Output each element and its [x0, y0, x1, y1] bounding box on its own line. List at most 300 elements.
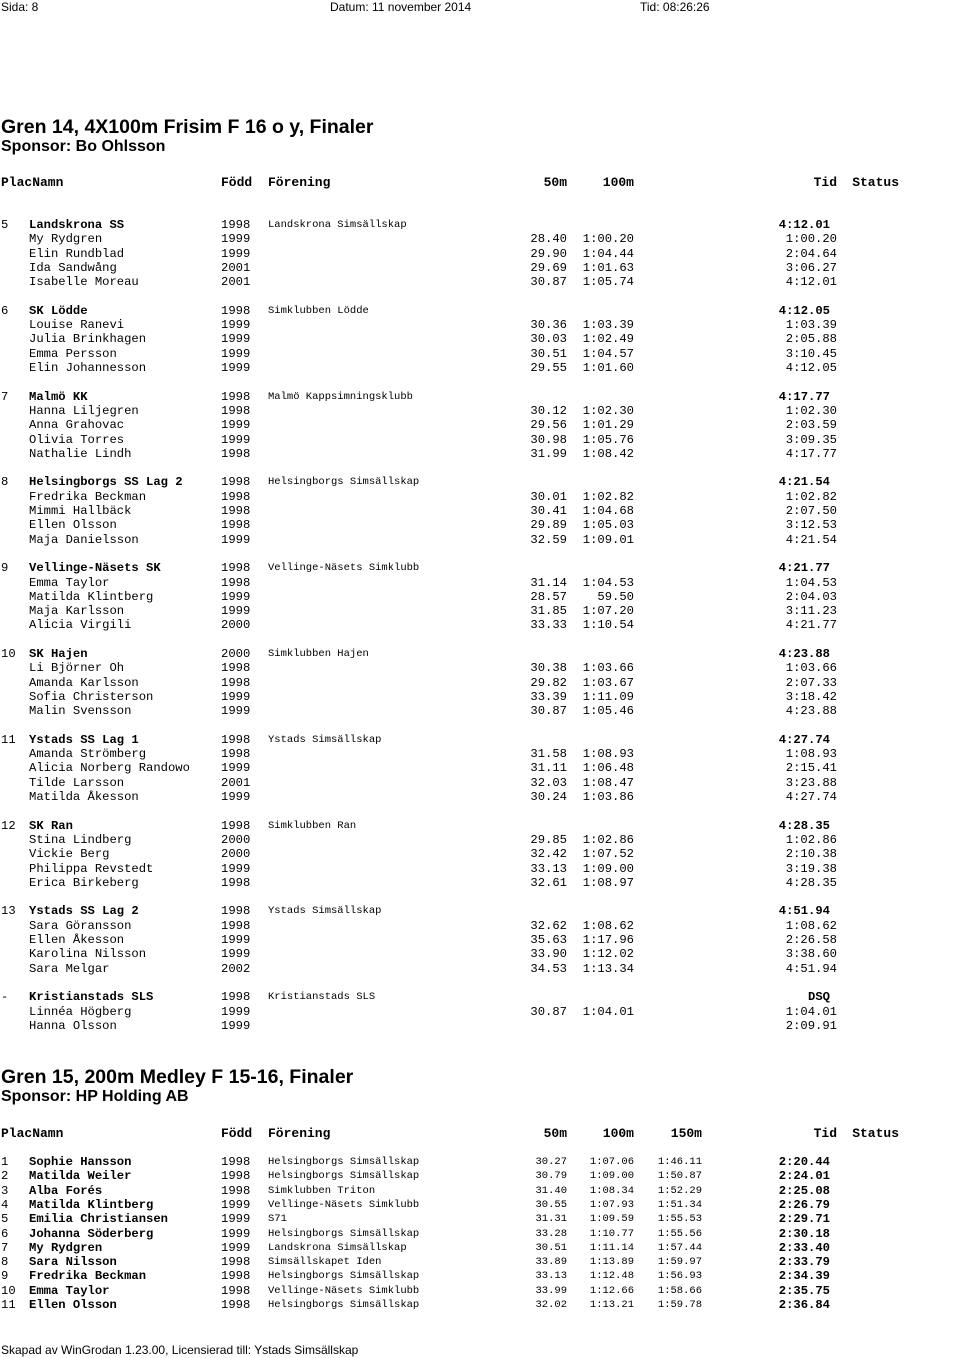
split-100m: 1:03.86	[582, 790, 634, 804]
swimmer-name: Johanna Söderberg	[29, 1226, 154, 1241]
swimmer-name: Elin Johannesson	[29, 361, 147, 375]
split-50m: 30.87	[530, 275, 567, 290]
swimmer-name: Linnéa Högberg	[29, 1004, 132, 1019]
swimmer-name: Sofia Christerson	[29, 689, 154, 704]
cumulative-time: 1:03.39	[785, 318, 837, 333]
split-150m: 1:57.44	[657, 1241, 702, 1254]
swimmer-name: Matilda Klintberg	[29, 1197, 154, 1212]
split-100m: 1:08.62	[582, 918, 634, 933]
print-date: Datum: 11 november 2014	[330, 0, 472, 14]
cumulative-time: 2:09.91	[785, 1018, 837, 1033]
swimmer-year: 1998	[221, 446, 251, 461]
split-100m: 1:05.46	[582, 704, 634, 719]
split-150m: 1:55.56	[657, 1227, 702, 1240]
col-fodd: Född	[221, 1126, 253, 1141]
split-50m: 33.13	[530, 861, 567, 876]
swimmer-row	[0, 876, 960, 890]
team-total-time: 4:28.35	[778, 818, 830, 833]
split-50m: 30.38	[530, 661, 567, 676]
split-50m: 34.53	[530, 961, 567, 976]
split-150m: 1:52.29	[657, 1184, 702, 1197]
split-50m: 31.14	[530, 575, 567, 590]
team-year: 1998	[221, 475, 251, 490]
team-club: Kristianstads SLS	[268, 991, 376, 1004]
team-row	[0, 904, 960, 918]
swimmer-year: 2000	[221, 618, 251, 633]
split-150m: 1:50.87	[657, 1170, 702, 1183]
split-50m: 28.57	[530, 589, 567, 604]
split-100m: 1:13.21	[589, 1299, 634, 1311]
team-total-time: 4:12.05	[778, 303, 830, 318]
split-100m: 1:05.03	[582, 518, 634, 533]
cumulative-time: 4:21.77	[785, 618, 837, 633]
cumulative-time: 1:08.93	[785, 747, 837, 762]
team-name: Ystads SS Lag 1	[29, 732, 139, 747]
swimmer-name: Olivia Torres	[29, 432, 125, 447]
split-100m: 1:08.47	[582, 775, 634, 790]
team-name: Ystads SS Lag 2	[29, 904, 139, 919]
swimmer-row	[0, 847, 960, 861]
split-50m: 35.63	[530, 933, 567, 947]
cumulative-time: 3:12.53	[785, 518, 837, 533]
team-name: Vellinge-Näsets SK	[29, 561, 161, 576]
swimmer-year: 1998	[221, 1298, 251, 1312]
swimmer-name: Maja Danielsson	[29, 532, 139, 547]
split-100m: 59.50	[597, 589, 634, 604]
cumulative-time: 4:51.94	[785, 961, 837, 976]
split-100m: 1:00.20	[582, 232, 634, 247]
team-club: Simklubben Ran	[268, 819, 357, 832]
swimmer-row	[0, 433, 960, 447]
split-100m: 1:02.30	[582, 403, 634, 418]
col-50m: 50m	[543, 1126, 567, 1141]
swimmer-row	[0, 704, 960, 718]
team-year: 1998	[221, 218, 251, 232]
swimmer-name: Li Björner Oh	[29, 661, 125, 676]
cumulative-time: 3:19.38	[785, 861, 837, 876]
split-50m: 29.90	[530, 246, 567, 261]
swimmer-year: 1998	[221, 1169, 251, 1184]
cumulative-time: 1:02.30	[785, 403, 837, 418]
swimmer-year: 1999	[221, 947, 251, 962]
swimmer-name: Elin Rundblad	[29, 246, 125, 261]
result-row	[0, 1284, 960, 1298]
column-header-row	[0, 1126, 960, 1142]
team-total-time: 4:21.77	[778, 561, 830, 576]
split-100m: 1:04.01	[582, 1004, 634, 1019]
split-50m: 33.99	[535, 1284, 567, 1297]
cumulative-time: 2:03.59	[785, 418, 837, 433]
result-place: 4	[1, 1197, 9, 1212]
cumulative-time: 3:18.42	[785, 689, 837, 704]
split-100m: 1:05.74	[582, 275, 634, 290]
swimmer-name: Alicia Virgili	[29, 618, 132, 633]
team-year: 2000	[221, 647, 251, 661]
swimmer-row	[0, 604, 960, 618]
swimmer-row	[0, 962, 960, 976]
split-50m: 29.89	[530, 518, 567, 533]
split-50m: 32.02	[535, 1299, 567, 1311]
swimmer-year: 1999	[221, 418, 251, 433]
split-100m: 1:03.39	[582, 318, 634, 333]
split-100m: 1:01.29	[582, 418, 634, 433]
split-100m: 1:11.14	[589, 1241, 634, 1254]
result-place: 3	[1, 1183, 9, 1198]
swimmer-row	[0, 690, 960, 704]
split-100m: 1:07.20	[582, 604, 634, 619]
final-time: 2:34.39	[778, 1269, 830, 1284]
split-150m: 1:46.11	[657, 1156, 702, 1168]
team-year: 1998	[221, 389, 251, 404]
cumulative-time: 4:21.54	[785, 532, 837, 547]
result-place: 5	[1, 1212, 9, 1227]
split-50m: 32.59	[530, 532, 567, 547]
swimmer-row	[0, 504, 960, 518]
swimmer-row	[0, 261, 960, 275]
result-row	[0, 1269, 960, 1283]
page-number: Sida: 8	[1, 0, 39, 14]
result-row	[0, 1212, 960, 1226]
swimmer-year: 1999	[221, 589, 251, 604]
split-150m: 1:59.97	[657, 1256, 702, 1269]
cumulative-time: 2:05.88	[785, 332, 837, 347]
split-100m: 1:07.52	[582, 847, 634, 862]
split-50m: 33.39	[530, 689, 567, 704]
team-year: 1998	[221, 561, 251, 576]
team-name: SK Hajen	[29, 647, 88, 661]
final-time: 2:33.79	[778, 1255, 830, 1270]
swimmer-club: Helsingborgs Simsällskap	[268, 1270, 420, 1283]
split-50m: 31.99	[530, 446, 567, 461]
split-50m: 31.85	[530, 604, 567, 619]
split-100m: 1:01.63	[582, 260, 634, 275]
swimmer-year: 1999	[221, 761, 251, 776]
swimmer-year: 1998	[221, 1255, 251, 1270]
result-place: 8	[1, 1255, 9, 1270]
swimmer-year: 1999	[221, 933, 251, 947]
result-row	[0, 1155, 960, 1169]
team-club: Helsingborgs Simsällskap	[268, 476, 420, 489]
split-50m: 31.11	[530, 761, 567, 776]
swimmer-year: 1998	[221, 875, 251, 890]
team-club: Simklubben Hajen	[268, 648, 369, 660]
cumulative-time: 3:09.35	[785, 432, 837, 447]
split-50m: 29.82	[530, 675, 567, 690]
swimmer-name: Tilde Larsson	[29, 775, 125, 790]
team-total-time: DSQ	[808, 990, 830, 1005]
split-50m: 32.62	[530, 918, 567, 933]
swimmer-club: Vellinge-Näsets Simklubb	[268, 1284, 420, 1297]
swimmer-year: 2000	[221, 832, 251, 847]
swimmer-year: 1998	[221, 489, 251, 504]
team-total-time: 4:51.94	[778, 904, 830, 919]
swimmer-year: 1999	[221, 1226, 251, 1241]
split-100m: 1:05.76	[582, 432, 634, 447]
cumulative-time: 2:15.41	[785, 761, 837, 776]
split-100m: 1:13.89	[589, 1256, 634, 1269]
swimmer-row	[0, 275, 960, 289]
split-50m: 30.27	[535, 1156, 567, 1168]
col-status: Status	[852, 1126, 899, 1141]
swimmer-year: 1999	[221, 604, 251, 619]
split-100m: 1:12.02	[582, 947, 634, 962]
swimmer-row	[0, 447, 960, 461]
result-place: 7	[1, 1240, 9, 1255]
split-50m: 30.55	[535, 1198, 567, 1211]
swimmer-name: Stina Lindberg	[29, 832, 132, 847]
swimmer-row	[0, 347, 960, 361]
swimmer-year: 2002	[221, 961, 251, 976]
team-club: Ystads Simsällskap	[268, 733, 382, 746]
split-100m: 1:09.59	[589, 1213, 634, 1226]
final-time: 2:24.01	[778, 1169, 830, 1184]
swimmer-row	[0, 862, 960, 876]
cumulative-time: 1:02.86	[785, 832, 837, 847]
team-club: Vellinge-Näsets Simklubb	[268, 562, 420, 575]
split-100m: 1:10.54	[582, 618, 634, 633]
team-place: 13	[1, 904, 16, 919]
split-50m: 30.36	[530, 318, 567, 333]
split-50m: 32.42	[530, 847, 567, 862]
col-150m: 150m	[670, 1126, 702, 1141]
team-name: Kristianstads SLS	[29, 990, 154, 1005]
swimmer-row	[0, 676, 960, 690]
swimmer-year: 1999	[221, 1212, 251, 1227]
split-50m: 30.51	[530, 346, 567, 361]
swimmer-name: Ellen Olsson	[29, 518, 117, 533]
swimmer-row	[0, 776, 960, 790]
split-150m: 1:56.93	[657, 1270, 702, 1283]
swimmer-year: 1998	[221, 1155, 251, 1169]
swimmer-name: Matilda Klintberg	[29, 589, 154, 604]
split-100m: 1:09.00	[582, 861, 634, 876]
event-sponsor: Sponsor: Bo Ohlsson	[1, 138, 166, 155]
team-place: 5	[1, 218, 9, 232]
swimmer-year: 1999	[221, 790, 251, 804]
swimmer-row	[0, 490, 960, 504]
swimmer-club: S71	[268, 1213, 287, 1226]
swimmer-name: Fredrika Beckman	[29, 489, 147, 504]
team-place: 8	[1, 475, 9, 490]
swimmer-club: Landskrona Simsällskap	[268, 1241, 407, 1254]
swimmer-row	[0, 332, 960, 346]
split-50m: 29.85	[530, 832, 567, 847]
split-100m: 1:08.97	[582, 875, 634, 890]
split-100m: 1:04.57	[582, 346, 634, 361]
print-time: Tid: 08:26:26	[640, 0, 710, 14]
team-total-time: 4:27.74	[778, 732, 830, 747]
split-100m: 1:02.49	[582, 332, 634, 347]
team-club: Landskrona Simsällskap	[268, 219, 407, 231]
cumulative-time: 3:23.88	[785, 775, 837, 790]
split-50m: 30.79	[535, 1170, 567, 1183]
split-50m: 31.31	[535, 1213, 567, 1226]
team-year: 1998	[221, 990, 251, 1005]
split-100m: 1:10.77	[589, 1227, 634, 1240]
swimmer-row	[0, 361, 960, 375]
cumulative-time: 1:03.66	[785, 661, 837, 676]
col-100m: 100m	[602, 1126, 634, 1141]
swimmer-name: Emma Taylor	[29, 1283, 110, 1298]
team-name: Malmö KK	[29, 389, 88, 404]
final-time: 2:35.75	[778, 1283, 830, 1298]
split-100m: 1:08.42	[582, 446, 634, 461]
team-place: 6	[1, 303, 9, 318]
swimmer-name: Malin Svensson	[29, 704, 132, 719]
swimmer-year: 1999	[221, 432, 251, 447]
swimmer-row	[0, 533, 960, 547]
swimmer-name: Vickie Berg	[29, 847, 110, 862]
swimmer-year: 1999	[221, 861, 251, 876]
swimmer-year: 1998	[221, 518, 251, 533]
swimmer-year: 1998	[221, 575, 251, 590]
cumulative-time: 1:08.62	[785, 918, 837, 933]
swimmer-row	[0, 919, 960, 933]
result-row	[0, 1169, 960, 1183]
swimmer-year: 2001	[221, 260, 251, 275]
team-total-time: 4:23.88	[778, 647, 830, 661]
split-50m: 30.01	[530, 489, 567, 504]
team-year: 1998	[221, 904, 251, 919]
team-total-time: 4:12.01	[778, 218, 830, 232]
final-time: 2:29.71	[778, 1212, 830, 1227]
event-title: Gren 15, 200m Medley F 15-16, Finaler	[1, 1066, 354, 1088]
team-row	[0, 990, 960, 1004]
swimmer-name: Hanna Liljegren	[29, 403, 139, 418]
split-100m: 1:12.66	[589, 1284, 634, 1297]
swimmer-club: Simklubben Triton	[268, 1184, 376, 1197]
swimmer-name: Alicia Norberg Randowo	[29, 761, 190, 776]
split-100m: 1:06.48	[582, 761, 634, 776]
swimmer-name: My Rydgren	[29, 232, 103, 247]
col-100m: 100m	[602, 175, 634, 190]
team-name: Helsingborgs SS Lag 2	[29, 475, 183, 490]
team-row	[0, 475, 960, 489]
team-club: Ystads Simsällskap	[268, 905, 382, 918]
swimmer-name: Sara Nilsson	[29, 1255, 117, 1270]
swimmer-name: Maja Karlsson	[29, 604, 125, 619]
split-100m: 1:08.34	[589, 1184, 634, 1197]
swimmer-name: Julia Brinkhagen	[29, 332, 147, 347]
team-place: -	[1, 990, 9, 1005]
swimmer-row	[0, 232, 960, 246]
swimmer-year: 1999	[221, 346, 251, 361]
swimmer-row	[0, 590, 960, 604]
swimmer-name: Amanda Strömberg	[29, 747, 147, 762]
result-row	[0, 1227, 960, 1241]
final-time: 2:36.84	[778, 1298, 830, 1312]
cumulative-time: 4:17.77	[785, 446, 837, 461]
swimmer-row	[0, 247, 960, 261]
cumulative-time: 3:11.23	[785, 604, 837, 619]
col-fodd: Född	[221, 175, 253, 190]
split-50m: 30.03	[530, 332, 567, 347]
swimmer-name: Sara Melgar	[29, 961, 110, 976]
column-header-row	[0, 175, 960, 191]
team-place: 9	[1, 561, 9, 576]
swimmer-year: 2000	[221, 847, 251, 862]
team-row	[0, 733, 960, 747]
team-row	[0, 218, 960, 232]
result-place: 2	[1, 1169, 9, 1184]
swimmer-year: 1998	[221, 403, 251, 418]
swimmer-name: Matilda Weiler	[29, 1169, 132, 1184]
swimmer-year: 1998	[221, 675, 251, 690]
split-150m: 1:59.78	[657, 1299, 702, 1311]
team-row	[0, 390, 960, 404]
split-50m: 33.89	[535, 1256, 567, 1269]
swimmer-name: Isabelle Moreau	[29, 275, 139, 290]
cumulative-time: 1:00.20	[785, 232, 837, 247]
swimmer-row	[0, 618, 960, 632]
swimmer-year: 1999	[221, 532, 251, 547]
swimmer-year: 1999	[221, 689, 251, 704]
cumulative-time: 1:02.82	[785, 489, 837, 504]
split-50m: 30.87	[530, 704, 567, 719]
swimmer-name: Sophie Hansson	[29, 1155, 132, 1169]
swimmer-row	[0, 404, 960, 418]
swimmer-name: Matilda Åkesson	[29, 790, 139, 804]
col-tid: Tid	[813, 175, 837, 190]
event-sponsor: Sponsor: HP Holding AB	[1, 1088, 189, 1105]
swimmer-year: 1999	[221, 361, 251, 375]
swimmer-name: Emma Taylor	[29, 575, 110, 590]
swimmer-name: Emilia Christiansen	[29, 1212, 168, 1227]
split-50m: 32.61	[530, 875, 567, 890]
split-50m: 29.55	[530, 361, 567, 375]
swimmer-row	[0, 790, 960, 804]
split-50m: 31.40	[535, 1184, 567, 1197]
team-row	[0, 561, 960, 575]
split-50m: 32.03	[530, 775, 567, 790]
swimmer-name: Hanna Olsson	[29, 1018, 117, 1033]
split-50m: 29.69	[530, 260, 567, 275]
cumulative-time: 1:04.01	[785, 1004, 837, 1019]
col-placnamn: PlacNamn	[1, 1126, 64, 1141]
swimmer-year: 1999	[221, 246, 251, 261]
split-100m: 1:03.66	[582, 661, 634, 676]
swimmer-name: Alba Forés	[29, 1183, 103, 1198]
split-50m: 33.90	[530, 947, 567, 962]
team-place: 10	[1, 647, 16, 661]
team-year: 1998	[221, 818, 251, 833]
swimmer-row	[0, 947, 960, 961]
split-50m: 33.13	[535, 1270, 567, 1283]
split-50m: 30.51	[535, 1241, 567, 1254]
col-50m: 50m	[543, 175, 567, 190]
swimmer-year: 2001	[221, 775, 251, 790]
swimmer-name: My Rydgren	[29, 1240, 103, 1255]
swimmer-name: Nathalie Lindh	[29, 446, 132, 461]
col-forening: Förening	[268, 1126, 331, 1141]
split-50m: 28.40	[530, 232, 567, 247]
cumulative-time: 1:04.53	[785, 575, 837, 590]
result-row	[0, 1255, 960, 1269]
team-total-time: 4:21.54	[778, 475, 830, 490]
split-100m: 1:07.06	[589, 1156, 634, 1168]
result-row	[0, 1241, 960, 1255]
split-100m: 1:09.01	[582, 532, 634, 547]
swimmer-row	[0, 933, 960, 947]
split-100m: 1:13.34	[582, 961, 634, 976]
split-100m: 1:04.68	[582, 504, 634, 518]
team-club: Simklubben Lödde	[268, 304, 369, 317]
swimmer-name: Ellen Olsson	[29, 1298, 117, 1312]
swimmer-year: 1999	[221, 232, 251, 247]
split-50m: 30.24	[530, 790, 567, 804]
final-time: 2:20.44	[778, 1155, 830, 1169]
swimmer-year: 1999	[221, 1197, 251, 1212]
